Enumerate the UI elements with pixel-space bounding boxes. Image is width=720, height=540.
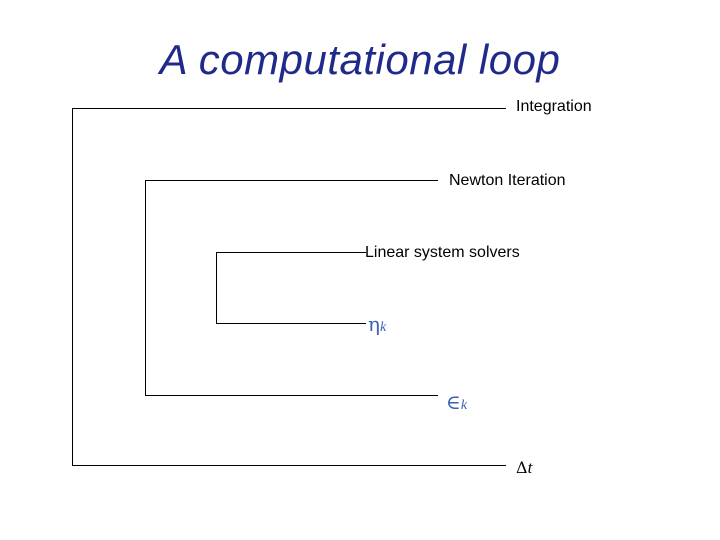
integration-label: Integration	[516, 98, 592, 115]
epsilon-glyph: ∈	[446, 390, 461, 414]
linear-solver-loop-bracket	[216, 252, 366, 324]
epsilon-subscript: k	[460, 398, 468, 413]
eta-k-symbol	[368, 312, 386, 340]
epsilon-k-symbol	[446, 390, 467, 418]
newton-iteration-label: Newton Iteration	[449, 172, 566, 189]
linear-system-solvers-label: Linear system solvers	[365, 244, 520, 261]
slide-title: A computational loop	[159, 36, 561, 83]
eta-glyph: η	[368, 312, 380, 336]
eta-subscript: k	[379, 320, 387, 335]
delta-t-symbol	[516, 456, 532, 480]
delta-variable: t	[527, 458, 533, 477]
delta-glyph: Δ	[516, 458, 528, 477]
